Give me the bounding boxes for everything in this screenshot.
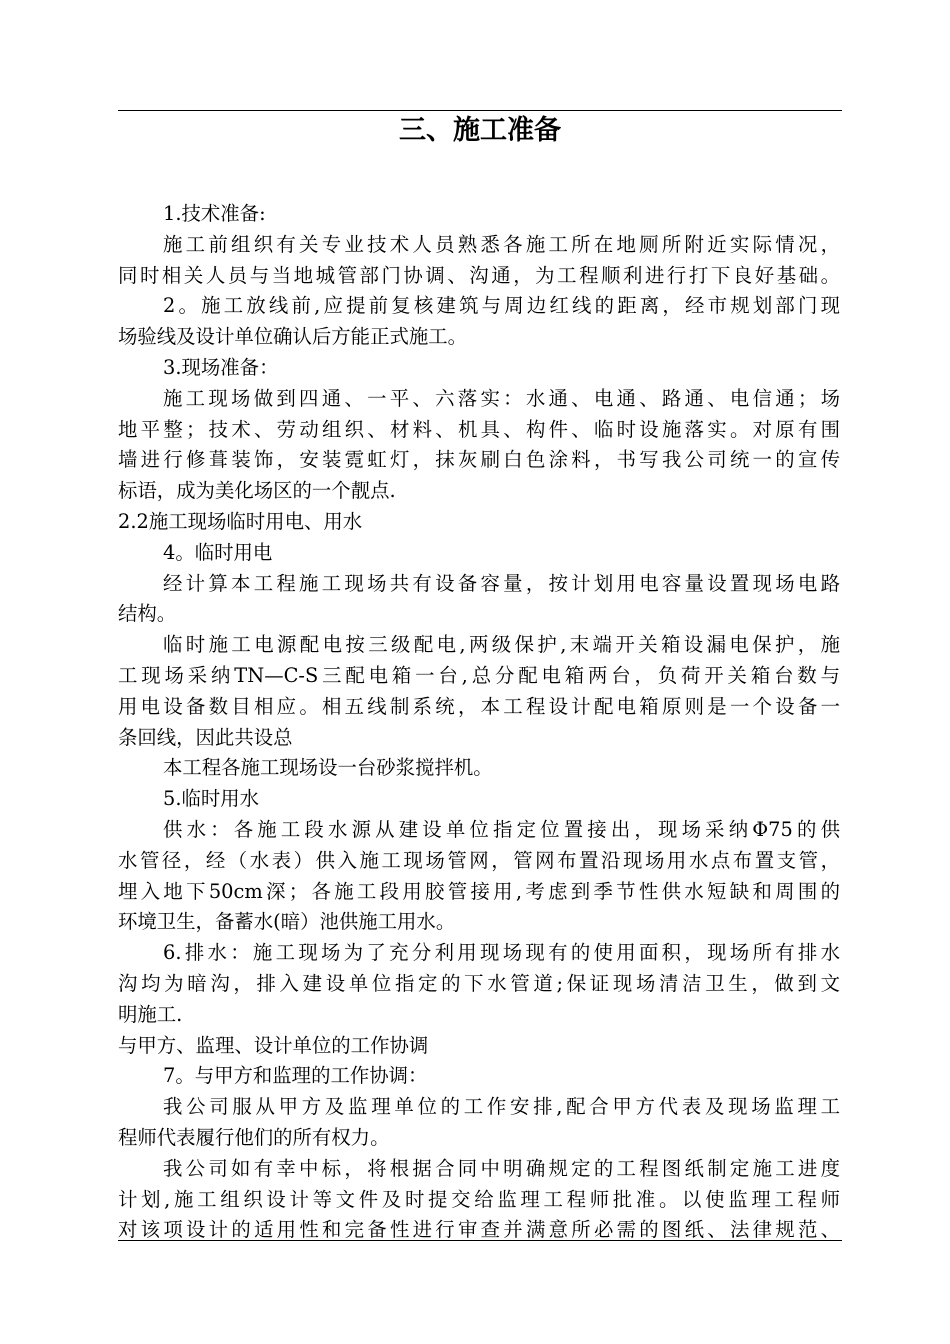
text-line: 本工程各施工现场设一台砂浆搅拌机。 — [163, 756, 493, 780]
text-line: 程师代表履行他们的所有权力。 — [118, 1125, 390, 1149]
text-line: 施工现场做到四通、一平、六落实：水通、电通、路通、电信通；场 — [163, 386, 840, 410]
text-line: 同时相关人员与当地城管部门协调、沟通，为工程顺利进行打下良好基础。 — [118, 263, 840, 287]
text-line: 明施工. — [118, 1002, 183, 1026]
text-line: 施工前组织有关专业技术人员熟悉各施工所在地厕所附近实际情况， — [163, 232, 840, 256]
document-body — [118, 199, 840, 1246]
text-line: 2.2施工现场临时用电、用水 — [118, 509, 363, 533]
text-line: 与甲方、监理、设计单位的工作协调 — [118, 1033, 429, 1057]
text-line: 地平整；技术、劳动组织、材料、机具、构件、临时设施落实。对原有围 — [118, 417, 840, 441]
text-line: 沟均为暗沟，排入建设单位指定的下水管道;保证现场清洁卫生，做到文 — [118, 971, 840, 995]
text-line: 计划,施工组织设计等文件及时提交给监理工程师批准。以使监理工程师 — [118, 1187, 840, 1211]
footer-rule — [118, 1240, 842, 1241]
text-line: 埋入地下50cm深；各施工段用胶管接用,考虑到季节性供水短缺和周围的 — [118, 879, 840, 903]
text-line: 经计算本工程施工现场共有设备容量，按计划用电容量设置现场电路 — [163, 571, 840, 595]
text-line: 1.技术准备: — [163, 202, 266, 225]
text-line: 6.排水：施工现场为了充分利用现场现有的使用面积，现场所有排水 — [163, 941, 840, 965]
text-line: 2。施工放线前,应提前复核建筑与周边红线的距离，经市规划部门现 — [163, 294, 840, 318]
text-line: 5.临时用水 — [163, 787, 260, 811]
header-rule — [118, 110, 842, 111]
text-line: 对该项设计的适用性和完备性进行审查并满意所必需的图纸、法律规范、 — [118, 1218, 840, 1242]
text-line: 条回线，因此共设总 — [118, 725, 293, 749]
text-line: 标语，成为美化场区的一个靓点. — [118, 479, 396, 503]
text-line: 7。与甲方和监理的工作协调： — [163, 1064, 428, 1088]
text-line: 工现场采纳TN—C-S三配电箱一台,总分配电箱两台，负荷开关箱台数与 — [118, 663, 840, 687]
text-line: 墙进行修葺装饰，安装霓虹灯，抹灰刷白色涂料，书写我公司统一的宣传 — [118, 448, 840, 472]
text-line: 4。临时用电 — [163, 540, 273, 564]
text-line: 场验线及设计单位确认后方能正式施工。 — [118, 325, 468, 349]
text-line: 供水：各施工段水源从建设单位指定位置接出，现场采纳Φ75的供 — [163, 817, 840, 841]
text-line: 用电设备数目相应。相五线制系统，本工程设计配电箱原则是一个设备一 — [118, 694, 840, 718]
text-line: 结构。 — [118, 602, 177, 626]
text-line: 我公司如有幸中标，将根据合同中明确规定的工程图纸制定施工进度 — [163, 1156, 840, 1180]
text-line: 3.现场准备： — [163, 355, 279, 379]
text-line: 我公司服从甲方及监理单位的工作安排,配合甲方代表及现场监理工 — [163, 1095, 840, 1119]
text-line: 水管径，经（水表）供入施工现场管网，管网布置沿现场用水点布置支管， — [118, 848, 840, 872]
text-line: 环境卫生，备蓄水(暗）池供施工用水。 — [118, 910, 456, 934]
page-title: 三、施工准备 — [399, 115, 561, 146]
text-line: 临时施工电源配电按三级配电,两级保护,末端开关箱设漏电保护，施 — [163, 633, 840, 657]
